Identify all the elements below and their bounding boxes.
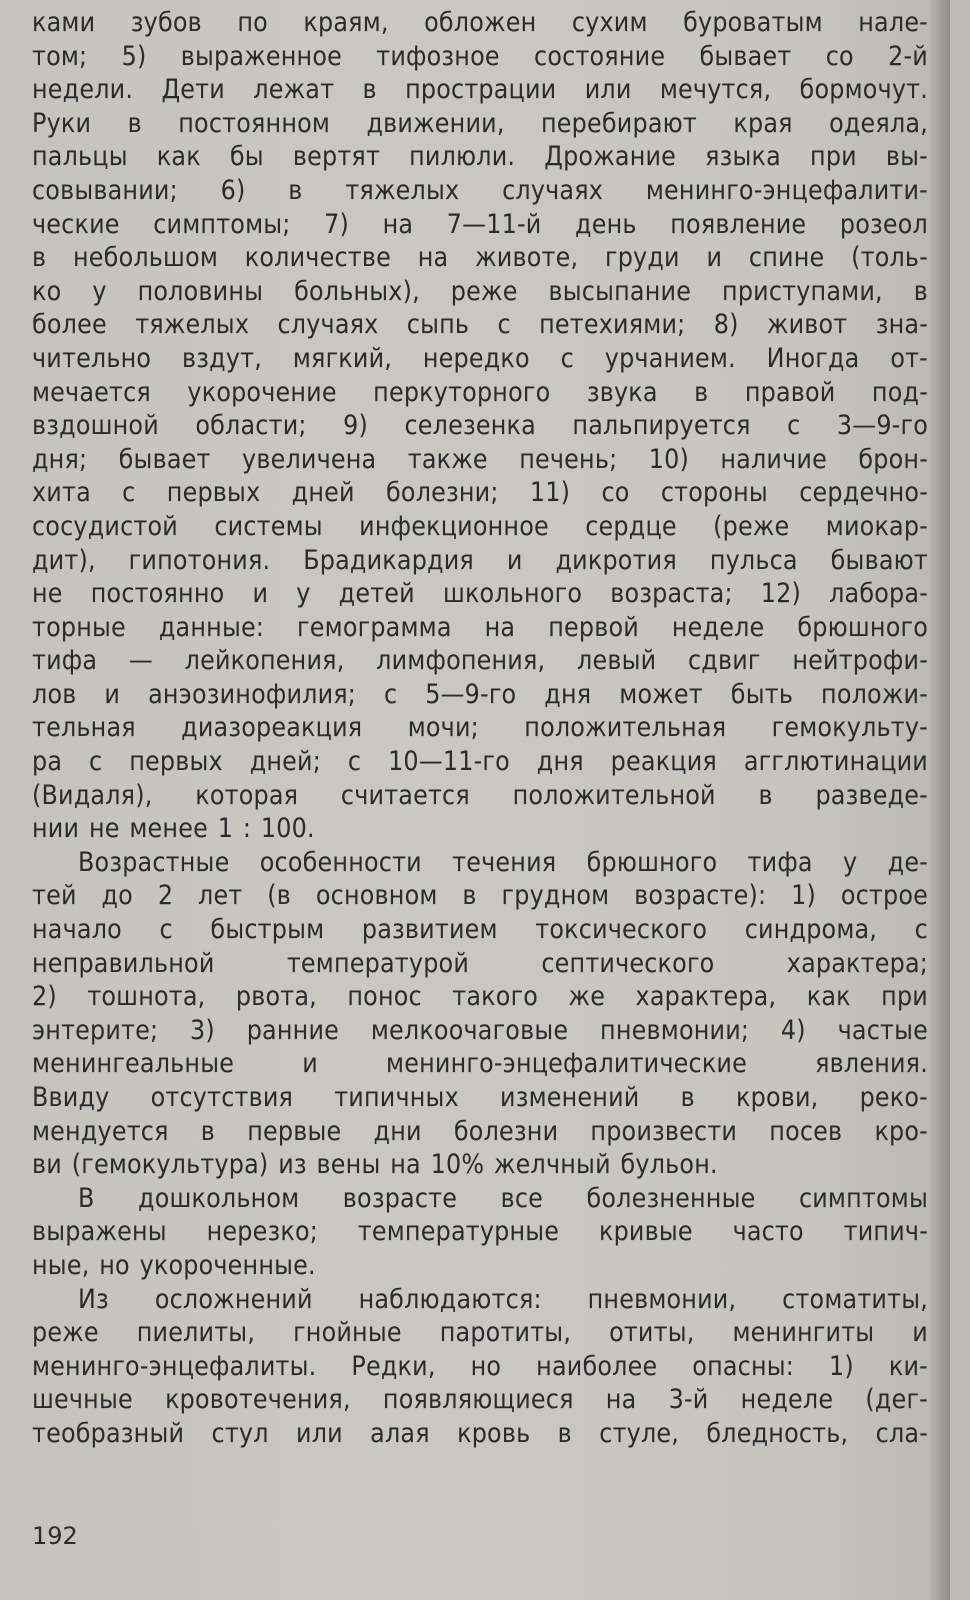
body-text xyxy=(32,6,928,1451)
text-line: Ввиду отсутствия типичных изменений в крови, реко- xyxy=(32,1082,928,1113)
text-line: неправильной температурой септического характера; xyxy=(32,947,928,979)
text-line: совывании; 6) в тяжелых случаях менинго-энцефалити- xyxy=(32,174,928,206)
text-line: 2) тошнота, рвота, понос такого же характера, как при xyxy=(32,981,928,1013)
text-line: торные данные: гемограмма на первой неделе брюшного xyxy=(32,611,928,643)
text-line: сосудистой системы инфекционное сердце (реже миокар- xyxy=(32,510,928,542)
text-line: начало с быстрым развитием токсического синдрома, с xyxy=(32,914,928,946)
text-line: менинго-энцефалиты. Редки, но наиболее опасны: 1) ки- xyxy=(32,1350,928,1382)
text-line: хита с первых дней болезни; 11) со стороны сердечно- xyxy=(32,477,928,509)
text-line: мечается укорочение перкуторного звука в правой под- xyxy=(32,376,928,408)
text-line: тей до 2 лет (в основном в грудном возрасте): 1) острое xyxy=(32,880,928,912)
text-line: более тяжелых случаях сыпь с петехиями; 8) живот зна- xyxy=(32,309,928,341)
text-line: В дошкольном возрасте все болезненные симптомы xyxy=(78,1182,928,1214)
text-line: теобразный стул или алая кровь в стуле, бледность, сла- xyxy=(32,1417,928,1449)
text-line: ви (гемокультура) из вены на 10% желчный бульон. xyxy=(32,1149,718,1181)
text-line: ко у половины больных), реже высыпание приступами, в xyxy=(32,275,928,307)
text-line: дня; бывает увеличена также печень; 10) наличие брон- xyxy=(32,443,928,475)
text-line: ческие симптомы; 7) на 7—11-й день появление розеол xyxy=(32,208,928,240)
text-line: (Видаля), которая считается положительной в разведе- xyxy=(32,779,928,811)
text-line: менингеальные и менинго-энцефалитические явления. xyxy=(32,1048,928,1080)
text-line: Руки в постоянном движении, перебирают края одеяла, xyxy=(32,107,928,139)
text-line: реже пиелиты, гнойные паротиты, отиты, менингиты и xyxy=(32,1317,928,1349)
text-line: вздошной области; 9) селезенка пальпируется с 3—9-го xyxy=(32,410,928,442)
text-line: ра с первых дней; с 10—11-го дня реакция агглютинации xyxy=(32,746,928,778)
text-line: Возрастные особенности течения брюшного тифа у де- xyxy=(78,846,928,878)
text-line: ные, но укороченные. xyxy=(32,1249,316,1281)
text-line: недели. Дети лежат в прострации или мечутся, бормочут. xyxy=(32,74,928,106)
text-line: мендуется в первые дни болезни произвести посев кро- xyxy=(32,1115,928,1147)
text-line: выражены нерезко; температурные кривые часто типич- xyxy=(32,1216,928,1248)
text-line: лов и анэозинофилия; с 5—9-го дня может быть положи- xyxy=(32,678,928,710)
text-line: Из осложнений наблюдаются: пневмонии, стоматиты, xyxy=(78,1283,928,1315)
text-line: ками зубов по краям, обложен сухим буроватым нале- xyxy=(32,7,928,38)
text-line: нии не менее 1 : 100. xyxy=(32,813,315,845)
text-line: тельная диазореакция мочи; положительная гемокульту- xyxy=(32,712,928,744)
text-line: энтерите; 3) ранние мелкоочаговые пневмонии; 4) частые xyxy=(32,1014,928,1046)
text-line: том; 5) выраженное тифозное состояние бывает со 2-й xyxy=(32,40,928,72)
text-line: в небольшом количестве на животе, груди и спине (толь- xyxy=(32,242,928,274)
text-line: чительно вздут, мягкий, нередко с урчанием. Иногда от- xyxy=(32,342,928,374)
text-line: дит), гипотония. Брадикардия и дикротия пульса бывают xyxy=(32,544,928,576)
page-binding-edge xyxy=(930,0,950,1600)
text-line: шечные кровотечения, появляющиеся на 3-й неделе (дег- xyxy=(32,1384,928,1416)
page-number: 192 xyxy=(32,1522,78,1550)
text-line: пальцы как бы вертят пилюли. Дрожание языка при вы- xyxy=(32,141,928,173)
text-line: не постоянно и у детей школьного возраста; 12) лабора- xyxy=(32,578,928,610)
text-line: тифа — лейкопения, лимфопения, левый сдвиг нейтрофи- xyxy=(32,645,928,677)
